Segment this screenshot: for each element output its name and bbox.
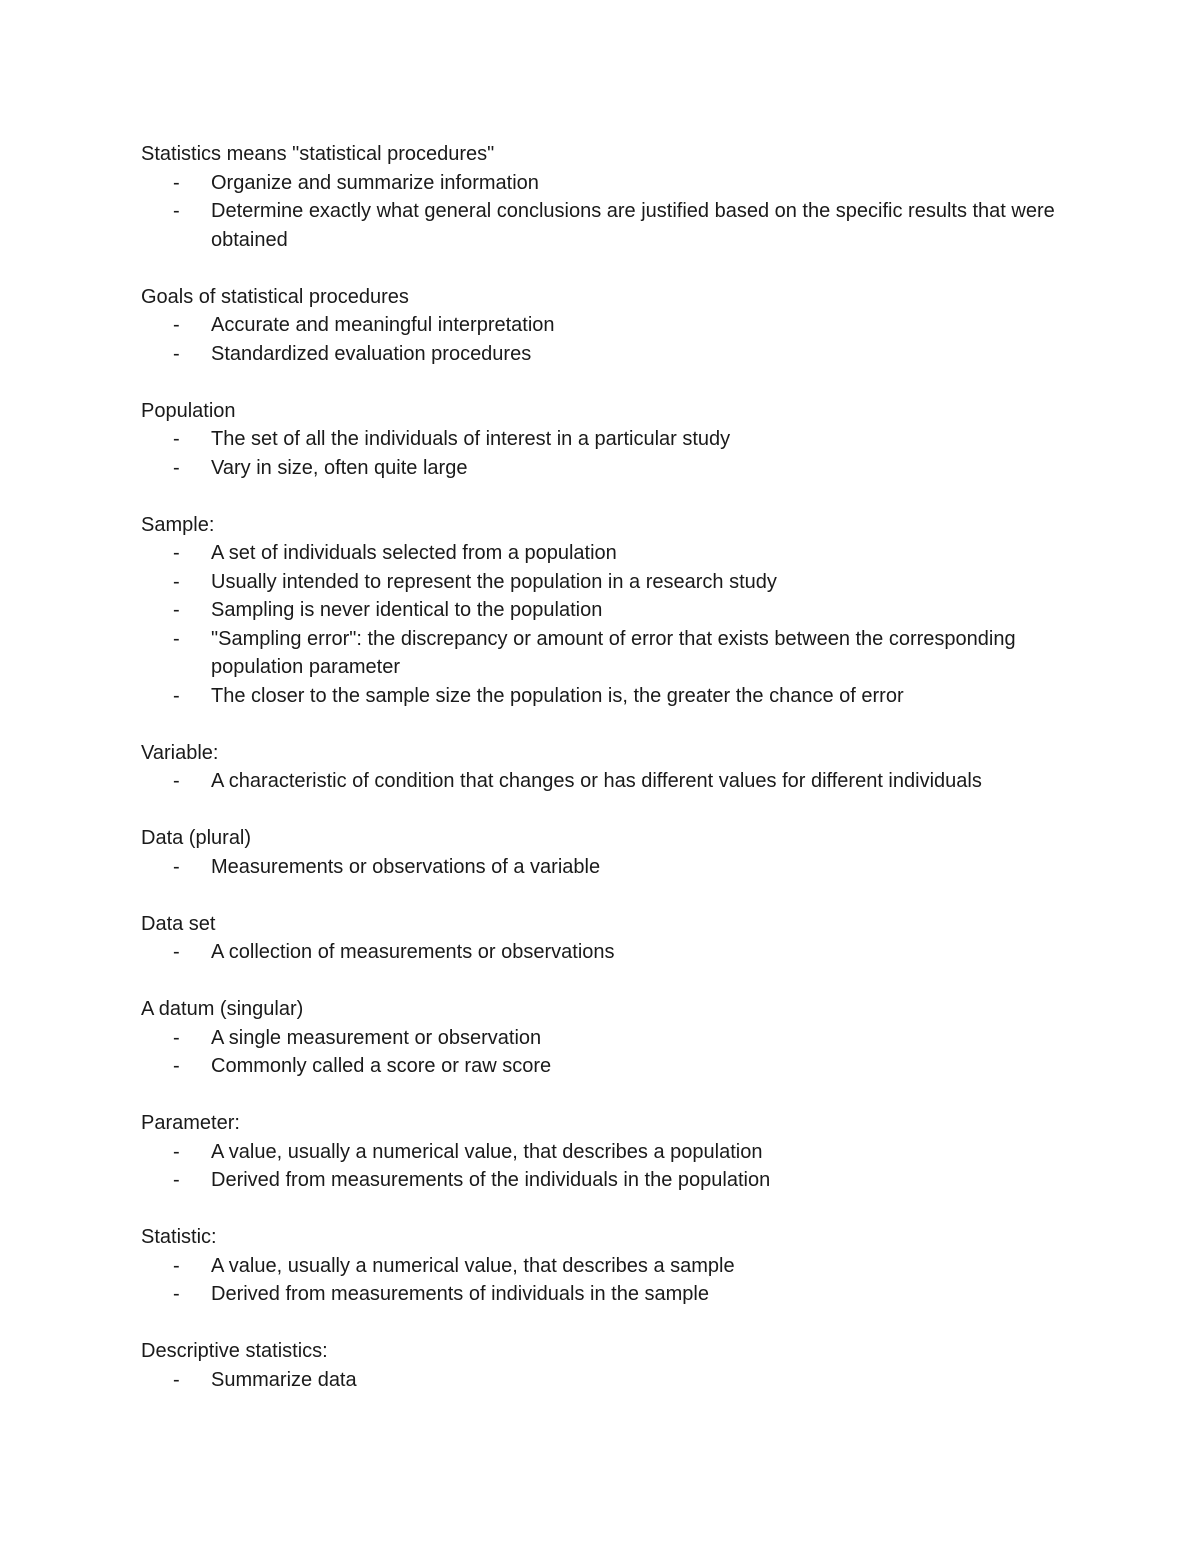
notes-section bbox=[141, 397, 1071, 483]
dash-bullet-icon: - bbox=[173, 1140, 180, 1163]
list-item bbox=[141, 568, 1071, 597]
list-item-text: Usually intended to represent the population in a research study bbox=[211, 570, 777, 593]
list-item-text: A single measurement or observation bbox=[211, 1026, 542, 1049]
bullet-list bbox=[141, 853, 1071, 882]
notes-section bbox=[141, 511, 1071, 711]
section-heading: Variable: bbox=[141, 741, 219, 764]
bullet-list bbox=[141, 1024, 1071, 1081]
dash-bullet-icon: - bbox=[173, 428, 180, 450]
bullet-list bbox=[141, 311, 1071, 368]
dash-bullet-icon: - bbox=[173, 599, 180, 621]
list-item-text: Measurements or observations of a variable bbox=[211, 855, 601, 878]
list-item-text: Determine exactly what general conclusions are justified based on the specific results that were obtained bbox=[211, 200, 1055, 251]
list-item-text: Sampling is never identical to the population bbox=[211, 599, 603, 621]
dash-bullet-icon: - bbox=[173, 342, 180, 365]
list-item bbox=[141, 1280, 1071, 1309]
section-spacer bbox=[141, 881, 1071, 910]
list-item-text: Organize and summarize information bbox=[211, 171, 539, 194]
list-item bbox=[141, 454, 1071, 483]
section-heading: Population bbox=[141, 399, 236, 422]
section-spacer bbox=[141, 796, 1071, 825]
section-heading: Data set bbox=[141, 912, 216, 935]
section-heading: Statistics means "statistical procedures" bbox=[141, 143, 495, 165]
list-item-text: Derived from measurements of individuals in the sample bbox=[211, 1283, 709, 1305]
list-item-text: A value, usually a numerical value, that describes a population bbox=[211, 1140, 763, 1163]
notes-section bbox=[141, 140, 1071, 254]
dash-bullet-icon: - bbox=[173, 314, 180, 336]
section-heading: Data (plural) bbox=[141, 827, 252, 849]
section-spacer bbox=[141, 1309, 1071, 1338]
section-spacer bbox=[141, 482, 1071, 511]
list-item-text: A value, usually a numerical value, that describes a sample bbox=[211, 1254, 735, 1277]
dash-bullet-icon: - bbox=[173, 1368, 180, 1391]
bullet-list bbox=[141, 938, 1071, 967]
notes-section bbox=[141, 1337, 1071, 1394]
dash-bullet-icon: - bbox=[173, 542, 180, 564]
list-item bbox=[141, 1366, 1071, 1395]
section-spacer bbox=[141, 368, 1071, 397]
list-item bbox=[141, 625, 1071, 682]
dash-bullet-icon: - bbox=[173, 627, 180, 650]
list-item bbox=[141, 539, 1071, 568]
section-spacer bbox=[141, 1081, 1071, 1110]
list-item bbox=[141, 1138, 1071, 1167]
list-item-text: Accurate and meaningful interpretation bbox=[211, 314, 555, 336]
section-heading: Descriptive statistics: bbox=[141, 1340, 328, 1362]
dash-bullet-icon: - bbox=[173, 1283, 180, 1305]
list-item bbox=[141, 596, 1071, 625]
list-item-text: Summarize data bbox=[211, 1368, 357, 1391]
dash-bullet-icon: - bbox=[173, 456, 180, 479]
section-spacer bbox=[141, 254, 1071, 283]
dash-bullet-icon: - bbox=[173, 684, 180, 707]
dash-bullet-icon: - bbox=[173, 1055, 180, 1077]
dash-bullet-icon: - bbox=[173, 855, 180, 878]
list-item bbox=[141, 682, 1071, 711]
bullet-list bbox=[141, 169, 1071, 255]
section-spacer bbox=[141, 967, 1071, 996]
list-item bbox=[141, 853, 1071, 882]
section-heading: Statistic: bbox=[141, 1226, 217, 1248]
list-item bbox=[141, 1166, 1071, 1195]
list-item bbox=[141, 767, 1071, 796]
list-item-text: A characteristic of condition that changes or has different values for different individuals bbox=[211, 770, 982, 792]
dash-bullet-icon: - bbox=[173, 1254, 180, 1277]
list-item bbox=[141, 1024, 1071, 1053]
list-item-text: The closer to the sample size the population is, the greater the chance of error bbox=[211, 684, 904, 707]
bullet-list bbox=[141, 1366, 1071, 1395]
list-item-text: Commonly called a score or raw score bbox=[211, 1055, 552, 1077]
dash-bullet-icon: - bbox=[173, 171, 180, 194]
notes-section bbox=[141, 283, 1071, 369]
list-item-text: Standardized evaluation procedures bbox=[211, 342, 532, 365]
notes-content bbox=[141, 140, 1071, 1394]
dash-bullet-icon: - bbox=[173, 200, 180, 222]
list-item bbox=[141, 169, 1071, 198]
section-spacer bbox=[141, 1195, 1071, 1224]
dash-bullet-icon: - bbox=[173, 1026, 180, 1049]
notes-section bbox=[141, 1109, 1071, 1195]
dash-bullet-icon: - bbox=[173, 770, 180, 792]
section-heading: A datum (singular) bbox=[141, 998, 304, 1020]
dash-bullet-icon: - bbox=[173, 941, 180, 963]
bullet-list bbox=[141, 425, 1071, 482]
list-item-text: Vary in size, often quite large bbox=[211, 456, 468, 479]
list-item bbox=[141, 340, 1071, 369]
list-item bbox=[141, 938, 1071, 967]
list-item-text: The set of all the individuals of interest in a particular study bbox=[211, 428, 731, 450]
dash-bullet-icon: - bbox=[173, 570, 180, 593]
list-item bbox=[141, 425, 1071, 454]
bullet-list bbox=[141, 1138, 1071, 1195]
notes-section bbox=[141, 910, 1071, 967]
bullet-list bbox=[141, 1252, 1071, 1309]
list-item-text: Derived from measurements of the individuals in the population bbox=[211, 1169, 771, 1191]
list-item bbox=[141, 311, 1071, 340]
list-item-text: "Sampling error": the discrepancy or amount of error that exists between the corresponding population parameter bbox=[211, 627, 1016, 678]
notes-section bbox=[141, 995, 1071, 1081]
bullet-list bbox=[141, 539, 1071, 710]
dash-bullet-icon: - bbox=[173, 1169, 180, 1191]
bullet-list bbox=[141, 767, 1071, 796]
section-heading: Parameter: bbox=[141, 1112, 240, 1134]
list-item bbox=[141, 1052, 1071, 1081]
list-item bbox=[141, 1252, 1071, 1281]
list-item-text: A collection of measurements or observations bbox=[211, 941, 615, 963]
notes-section bbox=[141, 824, 1071, 881]
notes-section bbox=[141, 1223, 1071, 1309]
section-spacer bbox=[141, 710, 1071, 739]
list-item-text: A set of individuals selected from a population bbox=[211, 542, 617, 564]
section-heading: Goals of statistical procedures bbox=[141, 285, 409, 308]
section-heading: Sample: bbox=[141, 513, 215, 536]
notes-section bbox=[141, 739, 1071, 796]
list-item bbox=[141, 197, 1071, 254]
